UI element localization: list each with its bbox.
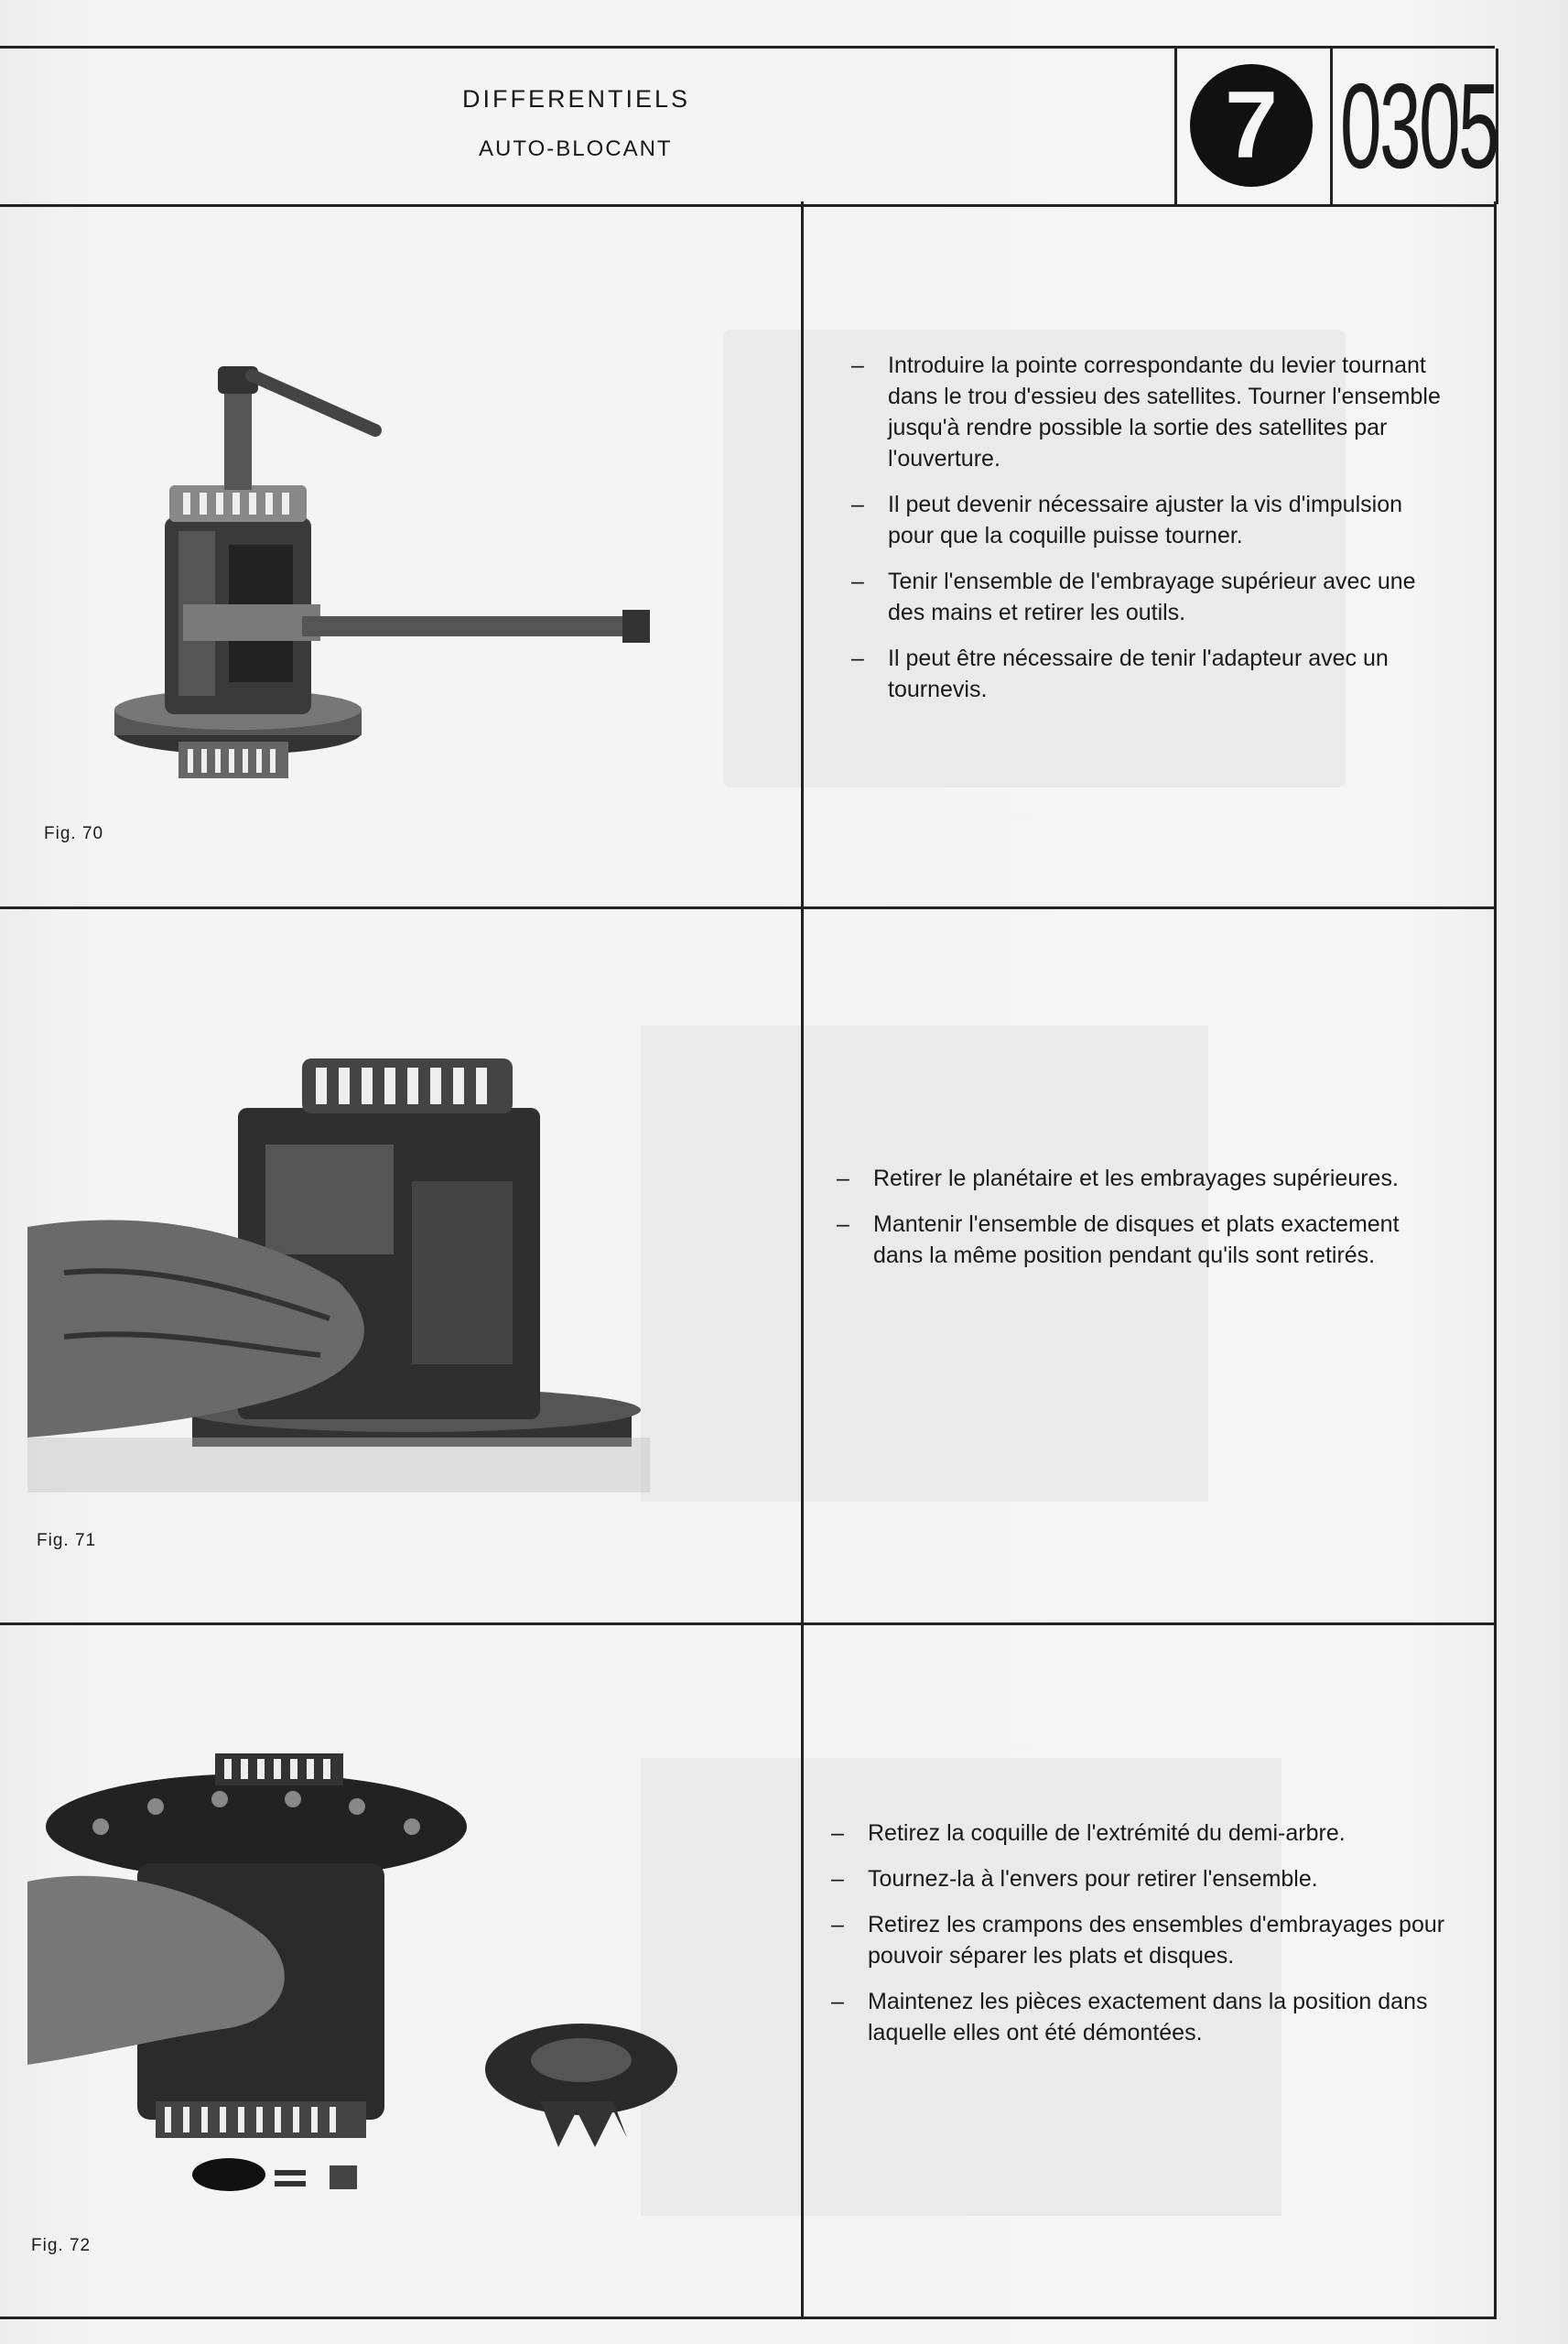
page-code-box xyxy=(1330,49,1498,204)
instruction-item: – Tournez-la à l'envers pour retirer l'ensemble. xyxy=(831,1863,1454,1894)
section-2-instructions xyxy=(837,1163,1441,1286)
chapter-number: 7 xyxy=(1190,64,1313,187)
instruction-item: – Mantenir l'ensemble de disques et plats exactement dans la même position pendant qu'ils sont retirés. xyxy=(837,1209,1441,1271)
instruction-item: – Introduire la pointe correspondante du levier tournant dans le trou d'essieu des satellites. Tourner l'ensemble jusqu'à rendre possible la sortie des satellites par l'ouverture. xyxy=(851,350,1446,474)
instruction-item: – Retirez la coquille de l'extrémité du demi-arbre. xyxy=(831,1818,1454,1849)
section-1-instructions xyxy=(851,350,1446,720)
instruction-item: – Il peut être nécessaire de tenir l'adapteur avec un tournevis. xyxy=(851,643,1446,705)
page-code: 0305 xyxy=(1340,59,1498,193)
figure-72-caption: Fig. 72 xyxy=(31,2236,92,2255)
figure-72-image xyxy=(27,1753,696,2211)
instruction-item: – Retirer le planétaire et les embrayages supérieures. xyxy=(837,1163,1441,1194)
figure-70-image xyxy=(55,348,696,806)
header-title: DIFFERENTIELS xyxy=(462,85,691,113)
figure-70-caption: Fig. 70 xyxy=(44,824,104,843)
instruction-item: – Maintenez les pièces exactement dans la position dans laquelle elles ont été démontées. xyxy=(831,1986,1454,2048)
instruction-item: – Retirez les crampons des ensembles d'embrayages pour pouvoir séparer les plats et disques. xyxy=(831,1909,1454,1971)
row-divider-2 xyxy=(0,1622,1494,1625)
row-divider-1 xyxy=(0,906,1494,909)
figure-71-caption: Fig. 71 xyxy=(37,1531,97,1550)
instruction-item: – Il peut devenir nécessaire ajuster la vis d'impulsion pour que la coquille puisse tourner. xyxy=(851,489,1446,551)
section-3-instructions xyxy=(831,1818,1454,2063)
figure-71-image xyxy=(27,1044,650,1502)
chapter-box xyxy=(1174,49,1333,204)
column-divider xyxy=(801,201,804,2317)
instruction-item: – Tenir l'ensemble de l'embrayage supérieur avec une des mains et retirer les outils. xyxy=(851,566,1446,628)
header-subtitle: AUTO-BLOCANT xyxy=(479,136,673,161)
page-header xyxy=(0,46,1498,207)
